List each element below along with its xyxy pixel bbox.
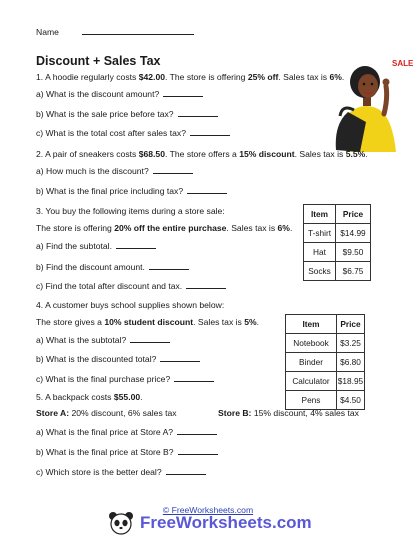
copyright-link[interactable]: © FreeWorksheets.com bbox=[162, 505, 254, 515]
answer-blank[interactable] bbox=[153, 165, 193, 174]
problem-4c: c) What is the final purchase price? bbox=[36, 373, 214, 385]
problem-3-prompt: 3. You buy the following items during a store sale: bbox=[36, 206, 225, 216]
answer-blank[interactable] bbox=[166, 466, 206, 475]
table-header-price: Price bbox=[337, 315, 365, 334]
table-row bbox=[286, 334, 365, 353]
problem-3a: a) Find the subtotal. bbox=[36, 240, 156, 252]
answer-blank[interactable] bbox=[116, 240, 156, 249]
problem-4-prompt: 4. A customer buys school supplies shown below: bbox=[36, 300, 225, 310]
table-header-price: Price bbox=[336, 205, 371, 224]
table-row bbox=[304, 224, 371, 243]
table-cell: $6.80 bbox=[337, 353, 365, 372]
table-cell: $9.50 bbox=[336, 243, 371, 262]
problem-5c: c) Which store is the better deal? bbox=[36, 466, 206, 478]
panda-logo-icon bbox=[108, 511, 134, 535]
table-cell: $4.50 bbox=[337, 391, 365, 410]
problem-3c: c) Find the total after discount and tax. bbox=[36, 280, 226, 292]
problem-4-price-table bbox=[285, 314, 365, 410]
table-cell: Pens bbox=[286, 391, 337, 410]
problem-1-prompt: 1. A hoodie regularly costs $42.00. The store is offering 25% off. Sales tax is 6%. bbox=[36, 72, 345, 82]
answer-blank[interactable] bbox=[187, 185, 227, 194]
answer-blank[interactable] bbox=[149, 261, 189, 270]
table-cell: Notebook bbox=[286, 334, 337, 353]
problem-1a: a) What is the discount amount? bbox=[36, 88, 203, 100]
table-row bbox=[286, 391, 365, 410]
problem-5b: b) What is the final price at Store B? bbox=[36, 446, 218, 458]
store-b-info: Store B: 15% discount, 4% sales tax bbox=[218, 408, 359, 418]
problem-1b: b) What is the sale price before tax? bbox=[36, 108, 218, 120]
table-cell: Calculator bbox=[286, 372, 337, 391]
brand-logo-text[interactable]: FreeWorksheets.com bbox=[140, 513, 312, 532]
problem-2b: b) What is the final price including tax? bbox=[36, 185, 227, 197]
answer-blank[interactable] bbox=[186, 280, 226, 289]
problem-3-price-table bbox=[303, 204, 371, 281]
sale-sign: SALE bbox=[392, 59, 414, 68]
problem-4a: a) What is the subtotal? bbox=[36, 334, 170, 346]
problem-1c: c) What is the total cost after sales tax? bbox=[36, 127, 230, 139]
page-title: Discount + Sales Tax bbox=[36, 54, 161, 68]
table-row bbox=[286, 353, 365, 372]
table-cell: Hat bbox=[304, 243, 336, 262]
answer-blank[interactable] bbox=[163, 88, 203, 97]
table-cell: T-shirt bbox=[304, 224, 336, 243]
problem-4-line2: The store gives a 10% student discount. Sales tax is 5%. bbox=[36, 317, 260, 327]
table-cell: Socks bbox=[304, 262, 336, 281]
table-cell: $3.25 bbox=[337, 334, 365, 353]
table-row bbox=[286, 372, 365, 391]
answer-blank[interactable] bbox=[178, 446, 218, 455]
answer-blank[interactable] bbox=[190, 127, 230, 136]
table-cell: $6.75 bbox=[336, 262, 371, 281]
store-a-info: Store A: 20% discount, 6% sales tax bbox=[36, 408, 177, 418]
problem-3-line2: The store is offering 20% off the entire purchase. Sales tax is 6%. bbox=[36, 223, 293, 233]
answer-blank[interactable] bbox=[160, 353, 200, 362]
problem-5-prompt: 5. A backpack costs $55.00. bbox=[36, 392, 143, 402]
name-label: Name bbox=[36, 27, 59, 37]
problem-3b: b) Find the discount amount. bbox=[36, 261, 189, 273]
table-cell: $18.95 bbox=[337, 372, 365, 391]
problem-2-prompt: 2. A pair of sneakers costs $68.50. The store offers a 15% discount. Sales tax is 5.5%. bbox=[36, 149, 368, 159]
table-header-item: Item bbox=[286, 315, 337, 334]
table-cell: $14.99 bbox=[336, 224, 371, 243]
answer-blank[interactable] bbox=[177, 426, 217, 435]
answer-blank[interactable] bbox=[130, 334, 170, 343]
problem-4b: b) What is the discounted total? bbox=[36, 353, 200, 365]
answer-blank[interactable] bbox=[178, 108, 218, 117]
name-line[interactable] bbox=[82, 34, 194, 35]
table-row bbox=[304, 262, 371, 281]
table-row bbox=[304, 243, 371, 262]
table-header-row bbox=[304, 205, 371, 224]
answer-blank[interactable] bbox=[174, 373, 214, 382]
problem-5a: a) What is the final price at Store A? bbox=[36, 426, 217, 438]
table-header-row bbox=[286, 315, 365, 334]
table-header-item: Item bbox=[304, 205, 336, 224]
table-cell: Binder bbox=[286, 353, 337, 372]
problem-2a: a) How much is the discount? bbox=[36, 165, 193, 177]
